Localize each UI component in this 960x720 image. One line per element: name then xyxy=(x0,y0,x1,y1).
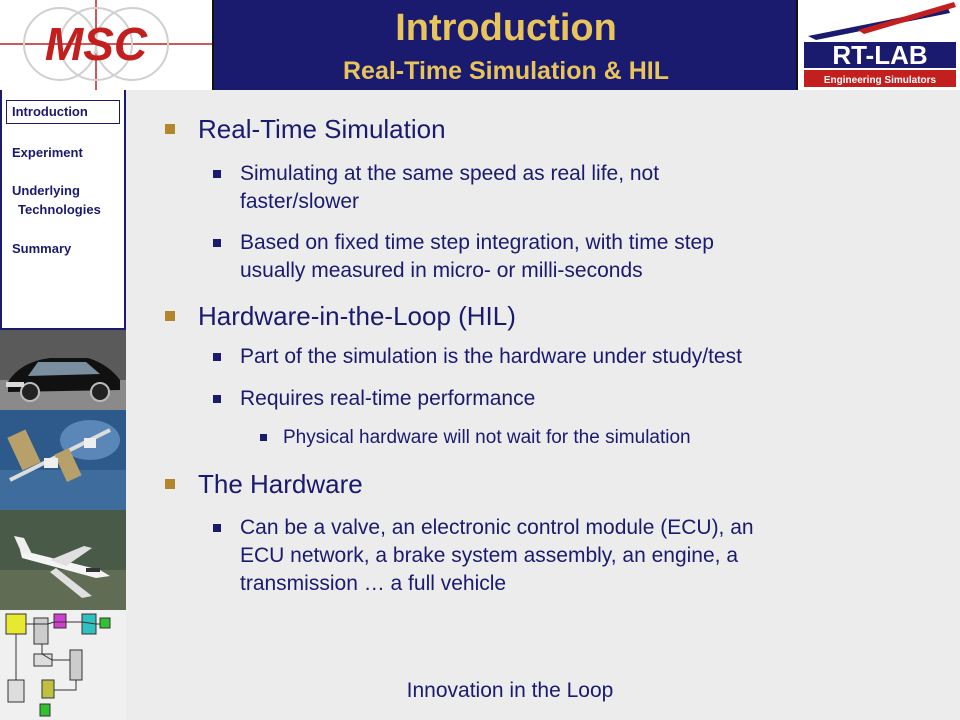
list-item-line: Simulating at the same speed as real life, not xyxy=(240,162,660,185)
list-subitem xyxy=(160,425,920,451)
simulink-diagram xyxy=(0,610,126,720)
nav-item-experiment[interactable]: Experiment xyxy=(12,145,83,160)
space-station-photo xyxy=(0,410,126,510)
square-bullet-icon xyxy=(165,311,175,321)
rtlab-logo-text: RT-LAB xyxy=(832,40,928,70)
list-item-line: usually measured in micro- or milli-seconds xyxy=(240,259,643,282)
nav-item-introduction[interactable]: Introduction xyxy=(6,100,120,124)
slide-footer: Innovation in the Loop xyxy=(406,679,614,702)
square-bullet-icon xyxy=(213,239,221,247)
section-heading-text: Real-Time Simulation xyxy=(198,114,446,144)
square-bullet-icon xyxy=(165,479,175,489)
list-item xyxy=(160,514,920,598)
msc-logo-graphic xyxy=(0,0,214,90)
slide-body xyxy=(160,112,920,598)
car-photo xyxy=(0,330,126,410)
square-bullet-icon xyxy=(213,170,221,178)
title-area xyxy=(216,0,796,90)
list-item xyxy=(160,229,920,285)
square-bullet-icon xyxy=(213,524,221,532)
section-heading xyxy=(160,299,920,333)
jet-photo xyxy=(0,510,126,610)
square-bullet-icon xyxy=(213,395,221,403)
section-heading-text: Hardware-in-the-Loop (HIL) xyxy=(198,301,516,331)
section-nav xyxy=(0,90,126,330)
rtlab-logo-tagline: Engineering Simulators xyxy=(823,75,937,86)
rtlab-logo xyxy=(796,0,960,90)
list-item-line: Part of the simulation is the hardware under study/test xyxy=(240,345,742,368)
list-item xyxy=(160,343,920,371)
square-bullet-icon xyxy=(213,353,221,361)
slide-header xyxy=(0,0,960,90)
list-item xyxy=(160,385,920,413)
square-bullet-icon xyxy=(165,124,175,134)
list-item-line: Based on fixed time step integration, with time step xyxy=(240,231,714,254)
slide-subtitle: Real-Time Simulation & HIL xyxy=(343,57,669,85)
msc-logo xyxy=(0,0,214,90)
slide-title: Introduction xyxy=(395,7,617,49)
list-item-line: Can be a valve, an electronic control module (ECU), an xyxy=(240,516,754,539)
rtlab-logo-graphic xyxy=(798,0,960,90)
section-heading-text: The Hardware xyxy=(198,469,363,499)
msc-logo-text: MSC xyxy=(44,18,148,70)
square-bullet-icon xyxy=(260,434,267,441)
section-heading xyxy=(160,467,920,501)
list-item xyxy=(160,160,920,216)
section-heading xyxy=(160,112,920,146)
list-item-line: faster/slower xyxy=(240,190,360,213)
list-item-line: ECU network, a brake system assembly, an engine, a xyxy=(240,544,739,567)
list-item-line: Requires real-time performance xyxy=(240,387,536,410)
nav-item-summary[interactable]: Summary xyxy=(12,241,72,256)
list-subitem-text: Physical hardware will not wait for the simulation xyxy=(283,427,691,448)
list-item-line: transmission … a full vehicle xyxy=(240,572,507,595)
nav-item-technologies[interactable]: Technologies xyxy=(18,202,101,217)
nav-item-underlying[interactable]: Underlying xyxy=(12,183,80,198)
image-strip xyxy=(0,330,126,720)
